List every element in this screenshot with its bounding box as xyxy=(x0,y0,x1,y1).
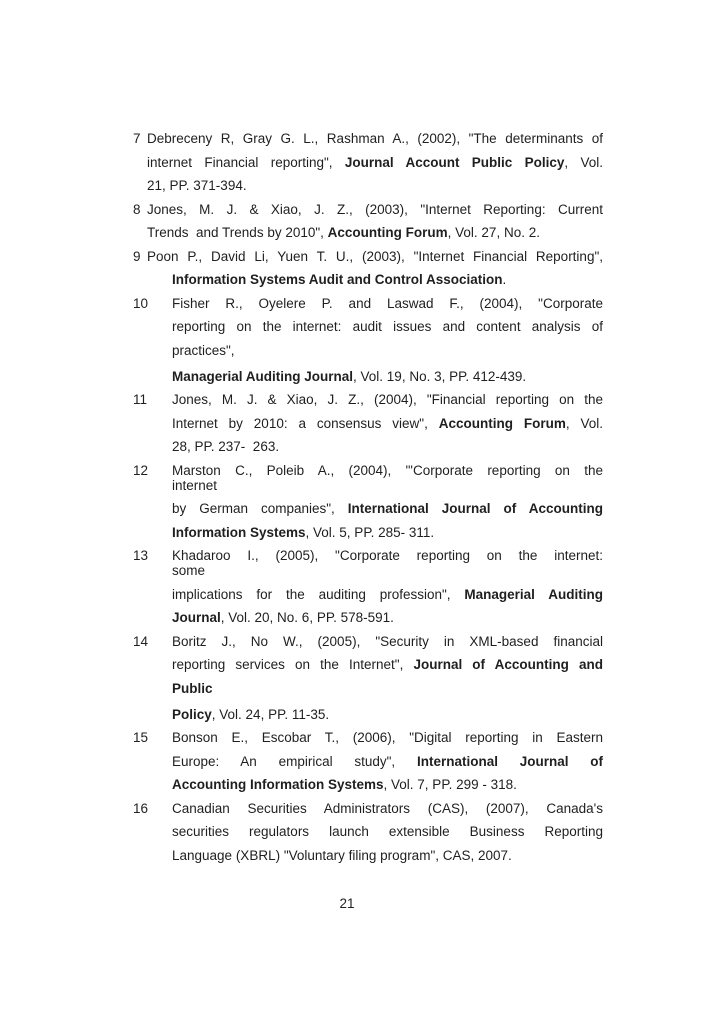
reference-line xyxy=(172,388,603,412)
reference-text: practices", xyxy=(172,342,235,358)
reference-text: Internet by 2010: a consensus view", xyxy=(172,415,439,431)
reference-line xyxy=(147,127,603,151)
reference-line xyxy=(172,435,603,459)
reference-text: implications for the auditing profession", xyxy=(172,586,465,602)
reference-text: Bonson E., Escobar T., (2006), "Digital reporting in Eastern xyxy=(172,730,603,745)
reference-text: , Vol. 5, PP. 285- 311. xyxy=(305,524,435,540)
reference-line xyxy=(172,844,603,868)
reference-line xyxy=(172,315,603,339)
reference-item-8 xyxy=(133,198,603,245)
reference-text: , Vol. 19, No. 3, PP. 412-439. xyxy=(353,368,527,384)
reference-text: reporting services on the Internet", xyxy=(172,657,414,672)
reference-text: securities regulators launch extensible Business Reporting xyxy=(172,824,603,839)
reference-line xyxy=(147,151,603,175)
reference-text: Marston C., Poleib A., (2004), "'Corporate reporting on the xyxy=(172,462,603,478)
journal-name: Managerial Auditing xyxy=(464,586,603,602)
reference-line xyxy=(147,198,603,222)
reference-item-12 xyxy=(133,459,603,545)
reference-text: some xyxy=(172,563,206,578)
journal-name: Accounting Forum xyxy=(327,225,448,240)
reference-text: Jones, M. J. & Xiao, J. Z., (2004), "Financial reporting on the xyxy=(172,392,603,407)
journal-name: Accounting Forum xyxy=(438,415,566,431)
reference-text: reporting on the internet: audit issues and content analysis of xyxy=(172,319,603,334)
reference-text: , Vol. 7, PP. 299 - 318. xyxy=(383,777,517,792)
reference-body xyxy=(147,245,603,292)
reference-line xyxy=(172,726,603,750)
reference-number: 10 xyxy=(133,295,149,311)
reference-body xyxy=(172,459,603,545)
reference-item-9 xyxy=(133,245,603,292)
reference-text: Language (XBRL) "Voluntary filing program", CAS, 2007. xyxy=(172,847,512,863)
journal-name: Information Systems Audit and Control Association xyxy=(172,272,503,287)
reference-number: 7 xyxy=(133,131,141,146)
reference-text: , Vol. 20, No. 6, PP. 578-591. xyxy=(220,610,394,625)
reference-text: . xyxy=(502,272,507,287)
reference-number: 12 xyxy=(133,462,149,478)
reference-text: , Vol. 27, No. 2. xyxy=(447,225,540,240)
reference-item-16 xyxy=(133,797,603,868)
journal-name: Managerial Auditing Journal xyxy=(172,368,354,384)
journal-name: International Journal of xyxy=(416,753,603,769)
reference-body xyxy=(172,544,603,630)
reference-number: 11 xyxy=(133,392,148,407)
reference-body xyxy=(172,630,603,727)
reference-line xyxy=(172,677,603,701)
reference-line xyxy=(172,797,603,821)
reference-text: Fisher R., Oyelere P. and Laswad F., (2004), "Corporate xyxy=(172,295,603,311)
reference-item-10 xyxy=(133,292,603,389)
reference-body xyxy=(172,388,603,459)
reference-line xyxy=(172,606,603,630)
reference-line xyxy=(172,521,603,545)
reference-text: Debreceny R, Gray G. L., Rashman A., (2002), "The determinants of xyxy=(147,131,603,146)
reference-body xyxy=(172,292,603,389)
reference-text: 28, PP. 237- 263. xyxy=(172,439,280,454)
reference-line xyxy=(172,750,603,774)
reference-text: , Vol. xyxy=(564,154,603,170)
reference-line xyxy=(172,583,603,607)
journal-name: Journal xyxy=(172,610,221,625)
journal-name: Policy xyxy=(172,706,212,722)
reference-body xyxy=(147,198,603,245)
reference-text: 21, PP. 371-394. xyxy=(147,178,247,193)
reference-line xyxy=(172,653,603,677)
reference-text: Canadian Securities Administrators (CAS), (2007), Canada's xyxy=(172,800,603,816)
reference-line xyxy=(172,497,603,521)
references-list xyxy=(133,127,603,867)
reference-number: 9 xyxy=(133,248,141,264)
reference-line xyxy=(172,459,603,483)
reference-body xyxy=(172,726,603,797)
reference-line xyxy=(172,703,603,727)
journal-name: Information Systems xyxy=(172,524,306,540)
reference-text: Poon P., David Li, Yuen T. U., (2003), "Internet Financial Reporting", xyxy=(147,248,603,264)
reference-line xyxy=(172,820,603,844)
reference-text: Trends and Trends by 2010", xyxy=(147,225,328,240)
reference-text: , Vol. 24, PP. 11-35. xyxy=(211,706,330,722)
reference-line xyxy=(172,773,603,797)
reference-line xyxy=(172,365,603,389)
reference-text: Europe: An empirical study", xyxy=(172,753,417,769)
reference-body xyxy=(172,797,603,868)
reference-line xyxy=(172,292,603,316)
reference-item-7 xyxy=(133,127,603,198)
page-number: 21 xyxy=(339,896,355,911)
reference-number: 8 xyxy=(133,201,141,217)
reference-number: 14 xyxy=(133,633,149,649)
reference-line xyxy=(172,339,603,363)
reference-line xyxy=(172,412,603,436)
reference-number: 15 xyxy=(133,730,149,745)
reference-item-14 xyxy=(133,630,603,727)
reference-line xyxy=(147,174,603,198)
journal-name: Public xyxy=(172,680,213,696)
reference-text: by German companies", xyxy=(172,501,348,516)
journal-name: Journal of Accounting and xyxy=(413,657,604,672)
reference-number: 16 xyxy=(133,800,149,816)
journal-name: International Journal of Accounting xyxy=(347,501,603,516)
reference-line xyxy=(147,268,603,292)
reference-body xyxy=(147,127,603,198)
reference-text: Khadaroo I., (2005), "Corporate reporting on the internet: xyxy=(172,548,603,563)
reference-item-15 xyxy=(133,726,603,797)
reference-number: 13 xyxy=(133,548,149,563)
reference-line xyxy=(172,630,603,654)
reference-line xyxy=(147,245,603,269)
reference-text: internet xyxy=(172,477,218,493)
reference-text: Boritz J., No W., (2005), "Security in XML-based financial xyxy=(172,633,603,649)
reference-line xyxy=(172,544,603,568)
reference-text: internet Financial reporting", xyxy=(147,154,345,170)
reference-text: , Vol. xyxy=(565,415,603,431)
reference-item-11 xyxy=(133,388,603,459)
reference-item-13 xyxy=(133,544,603,630)
reference-text: Jones, M. J. & Xiao, J. Z., (2003), "Internet Reporting: Current xyxy=(147,201,603,217)
journal-name: Accounting Information Systems xyxy=(172,777,384,792)
reference-line xyxy=(147,221,603,245)
journal-name: Journal Account Public Policy xyxy=(344,154,565,170)
